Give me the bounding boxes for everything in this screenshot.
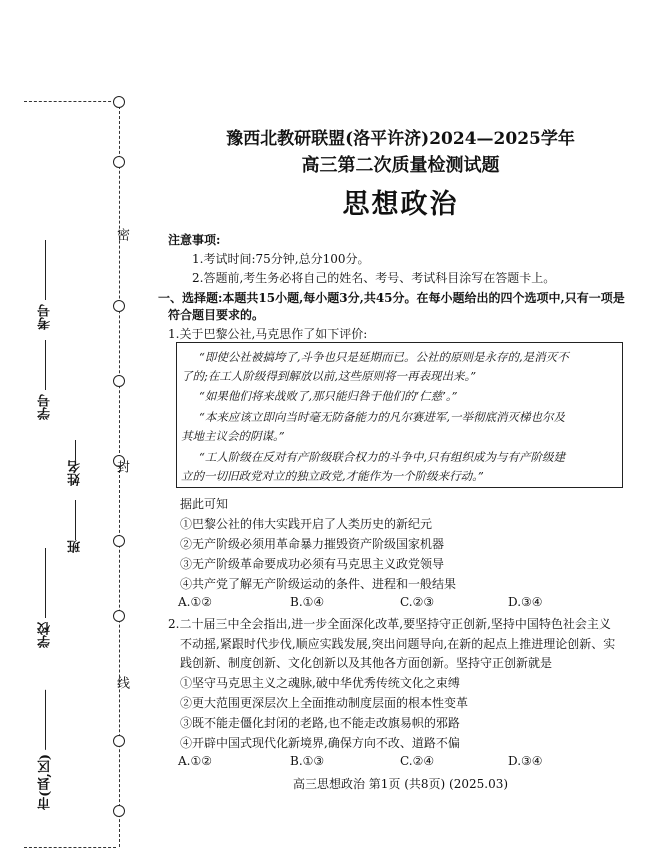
statement: ③既不能走僵化封闭的老路,也不能走改旗易帜的邪路: [180, 716, 460, 730]
page-footer: 高三思想政治 第1页 (共8页) (2025.03): [292, 777, 509, 791]
binding-hole-icon: [113, 735, 125, 747]
title-line-2: 高三第二次质量检测试题: [301, 155, 500, 176]
option-b: B.①③: [290, 754, 325, 768]
option-a: A.①②: [178, 595, 212, 609]
statement: ①巴黎公社的伟大实践开启了人类历史的新纪元: [180, 517, 433, 531]
binding-hole-icon: [113, 300, 125, 312]
statement: ②无产阶级必须用革命暴力摧毁资产阶级国家机器: [180, 537, 445, 551]
seal-mark: 密: [114, 228, 129, 241]
quote-line: “即使公社被搞垮了,斗争也只是延期而已。公社的原则是永存的,是消灭不: [199, 350, 569, 364]
subject-title: 思想政治: [342, 189, 459, 220]
binding-hole-icon: [113, 96, 125, 108]
bottom-dash-line: [24, 847, 116, 848]
section-intro: 符合题目要求的。: [168, 308, 265, 322]
notice-item: 1.考试时间:75分钟,总分100分。: [192, 252, 370, 266]
option-d: D.③④: [508, 754, 543, 768]
statement: ④共产党了解无产阶级运动的条件、进程和一般结果: [180, 577, 457, 591]
quote-line: “如果他们将来战败了,那只能归咎于他们的‘仁慈’。”: [199, 389, 458, 403]
statement: ②更大范围更深层次上全面推动制度层面的根本性变革: [180, 696, 469, 710]
option-a: A.①②: [178, 754, 212, 768]
city-label: 市(县,区): [38, 754, 53, 810]
question-1-prompt: 据此可知: [180, 497, 229, 511]
class-label: 班: [68, 540, 83, 553]
student-no-label: 学号: [38, 394, 53, 420]
statement: ③无产阶级革命要成功必须有马克思主义政党领导: [180, 557, 445, 571]
binding-hole-icon: [113, 156, 125, 168]
exam-no-label: 考号: [38, 304, 53, 330]
city-blank: [46, 690, 47, 750]
option-b: B.①④: [290, 595, 325, 609]
student-no-field: [36, 340, 55, 420]
name-label: 姓名: [68, 460, 83, 486]
student-no-blank: [46, 340, 47, 390]
option-d: D.③④: [508, 595, 543, 609]
question-2-stem: 践创新、制度创新、文化创新以及其他各方面创新。坚持守正创新就是: [180, 656, 553, 670]
class-field: [66, 500, 85, 553]
city-field: [36, 690, 55, 810]
binding-margin: [0, 0, 160, 867]
class-blank: [76, 500, 77, 540]
quote-line: 其地主议会的阴谋。”: [181, 429, 285, 443]
quote-line: 了的;在工人阶级得到解放以前,这些原则将一再表现出来。”: [181, 369, 477, 383]
school-field: [36, 548, 55, 648]
binding-hole-icon: [113, 535, 125, 547]
name-field: [66, 440, 85, 486]
question-2-stem: 2.二十届三中全会指出,进一步全面深化改革,要坚持守正创新,坚持中国特色社会主义: [168, 617, 611, 631]
school-blank: [46, 548, 47, 618]
quote-line: “本来应该立即向当时毫无防备能力的凡尔赛进军,一举彻底消灭梯也尔及: [199, 410, 566, 424]
name-blank: [76, 440, 77, 460]
notice-heading: 注意事项:: [168, 233, 221, 247]
notice-item: 2.答题前,考生务必将自己的姓名、考号、考试科目涂写在答题卡上。: [192, 271, 556, 285]
school-label: 学校: [38, 622, 53, 648]
statement: ①坚守马克思主义之魂脉,破中华优秀传统文化之束缚: [180, 676, 460, 690]
seal-mark: 线: [114, 676, 129, 689]
title-line-1: 豫西北教研联盟(洛平许济)2024—2025学年: [226, 129, 575, 149]
binding-hole-icon: [113, 805, 125, 817]
binding-hole-icon: [113, 375, 125, 387]
exam-no-field: [36, 240, 55, 330]
option-c: C.②④: [400, 754, 435, 768]
question-2-stem: 不动摇,紧跟时代步伐,顺应实践发展,突出问题导向,在新的起点上推进理论创新、实: [180, 637, 616, 651]
top-dash-line: [24, 101, 116, 102]
quote-box: [176, 342, 623, 488]
statement: ④开辟中国式现代化新境界,确保方向不改、道路不偏: [180, 736, 460, 750]
exam-no-blank: [46, 240, 47, 300]
option-c: C.②③: [400, 595, 435, 609]
quote-line: 立的一切旧政党对立的独立政党,才能作为一个阶级来行动。”: [181, 469, 484, 483]
binding-hole-icon: [113, 610, 125, 622]
question-1-stem: 1.关于巴黎公社,马克思作了如下评价:: [168, 327, 368, 341]
seal-mark: 封: [114, 460, 129, 473]
quote-line: “工人阶级在反对有产阶级联合权力的斗争中,只有组织成为与有产阶级建: [199, 450, 566, 464]
section-intro: 一、选择题:本题共15小题,每小题3分,共45分。在每小题给出的四个选项中,只有一项是: [158, 291, 625, 305]
